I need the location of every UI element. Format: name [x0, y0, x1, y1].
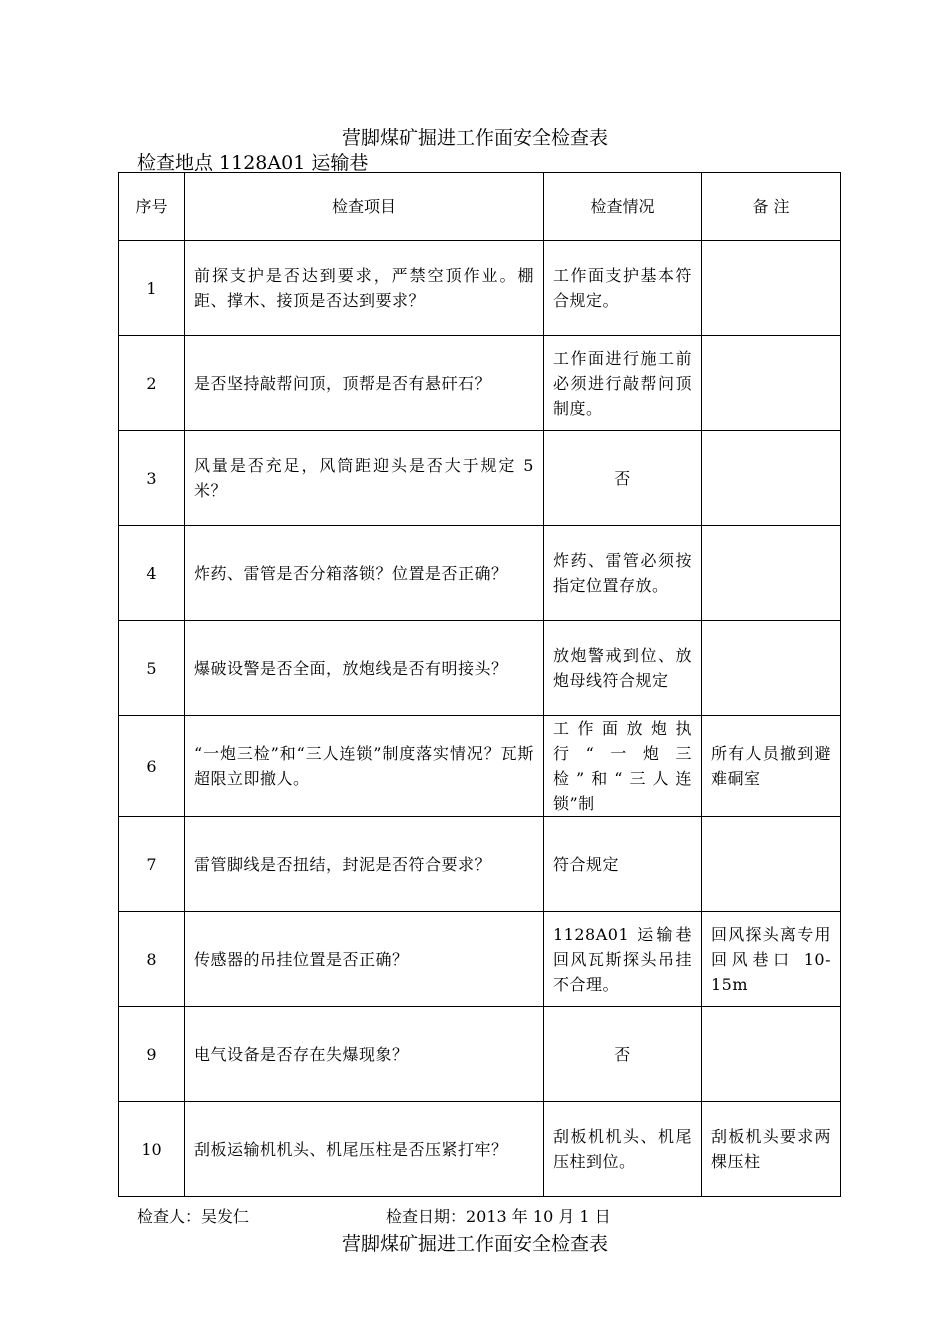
row-note — [702, 526, 841, 621]
row-status: 刮板机机头、机尾压柱到位。 — [544, 1102, 702, 1197]
row-item: 爆破设警是否全面，放炮线是否有明接头？ — [185, 621, 544, 716]
row-note — [702, 336, 841, 431]
row-number: 5 — [119, 621, 185, 716]
row-note — [702, 817, 841, 912]
inspector-signature: 检查人：吴发仁 — [137, 1207, 250, 1226]
row-item: 刮板运输机机头、机尾压柱是否压紧打牢？ — [185, 1102, 544, 1197]
row-note — [702, 431, 841, 526]
table-row — [119, 716, 841, 817]
table-row — [119, 336, 841, 431]
row-status: 放炮警戒到位、放炮母线符合规定 — [544, 621, 702, 716]
header-item: 检查项目 — [185, 173, 544, 241]
row-note — [702, 241, 841, 336]
row-note — [702, 1007, 841, 1102]
row-status: 工作面放炮执行“一炮三检”和“三人连锁”制 — [544, 716, 702, 817]
inspection-location: 检查地点 1128A01 运输巷 — [137, 152, 369, 174]
row-item: 风量是否充足，风筒距迎头是否大于规定 5 米？ — [185, 431, 544, 526]
row-status: 工作面进行施工前必须进行敲帮问顶制度。 — [544, 336, 702, 431]
header-status: 检查情况 — [544, 173, 702, 241]
table-row — [119, 1102, 841, 1197]
row-note: 所有人员撤到避难硐室 — [702, 716, 841, 817]
row-status: 否 — [544, 1007, 702, 1102]
table-row — [119, 912, 841, 1007]
next-page-title: 营脚煤矿掘进工作面安全检查表 — [341, 1233, 608, 1255]
table-row — [119, 1007, 841, 1102]
row-item: 炸药、雷管是否分箱落锁？位置是否正确？ — [185, 526, 544, 621]
row-item: 雷管脚线是否扭结，封泥是否符合要求？ — [185, 817, 544, 912]
header-number: 序号 — [119, 173, 185, 241]
row-status: 炸药、雷管必须按指定位置存放。 — [544, 526, 702, 621]
table-row — [119, 431, 841, 526]
row-status: 工作面支护基本符合规定。 — [544, 241, 702, 336]
row-number: 6 — [119, 716, 185, 817]
row-number: 10 — [119, 1102, 185, 1197]
row-note: 刮板机头要求两棵压柱 — [702, 1102, 841, 1197]
row-number: 2 — [119, 336, 185, 431]
row-item: 电气设备是否存在失爆现象？ — [185, 1007, 544, 1102]
table-header-row — [119, 173, 841, 241]
row-number: 9 — [119, 1007, 185, 1102]
row-number: 4 — [119, 526, 185, 621]
table-row — [119, 526, 841, 621]
inspection-table — [118, 172, 841, 1197]
page-title: 营脚煤矿掘进工作面安全检查表 — [341, 127, 608, 149]
inspection-date: 检查日期：2013 年 10 月 1 日 — [386, 1207, 611, 1226]
row-number: 8 — [119, 912, 185, 1007]
row-number: 3 — [119, 431, 185, 526]
row-note: 回风探头离专用回风巷口 10-15m — [702, 912, 841, 1007]
row-status: 1128A01 运输巷回风瓦斯探头吊挂不合理。 — [544, 912, 702, 1007]
header-note: 备 注 — [702, 173, 841, 241]
table-row — [119, 621, 841, 716]
row-item: 传感器的吊挂位置是否正确？ — [185, 912, 544, 1007]
row-status: 否 — [544, 431, 702, 526]
table-row — [119, 241, 841, 336]
row-number: 1 — [119, 241, 185, 336]
row-status: 符合规定 — [544, 817, 702, 912]
row-note — [702, 621, 841, 716]
row-item: 是否坚持敲帮问顶，顶帮是否有悬矸石？ — [185, 336, 544, 431]
row-item: 前探支护是否达到要求，严禁空顶作业。棚距、撑木、接顶是否达到要求？ — [185, 241, 544, 336]
row-number: 7 — [119, 817, 185, 912]
table-row — [119, 817, 841, 912]
row-item: “一炮三检”和“三人连锁”制度落实情况？瓦斯超限立即撤人。 — [185, 716, 544, 817]
